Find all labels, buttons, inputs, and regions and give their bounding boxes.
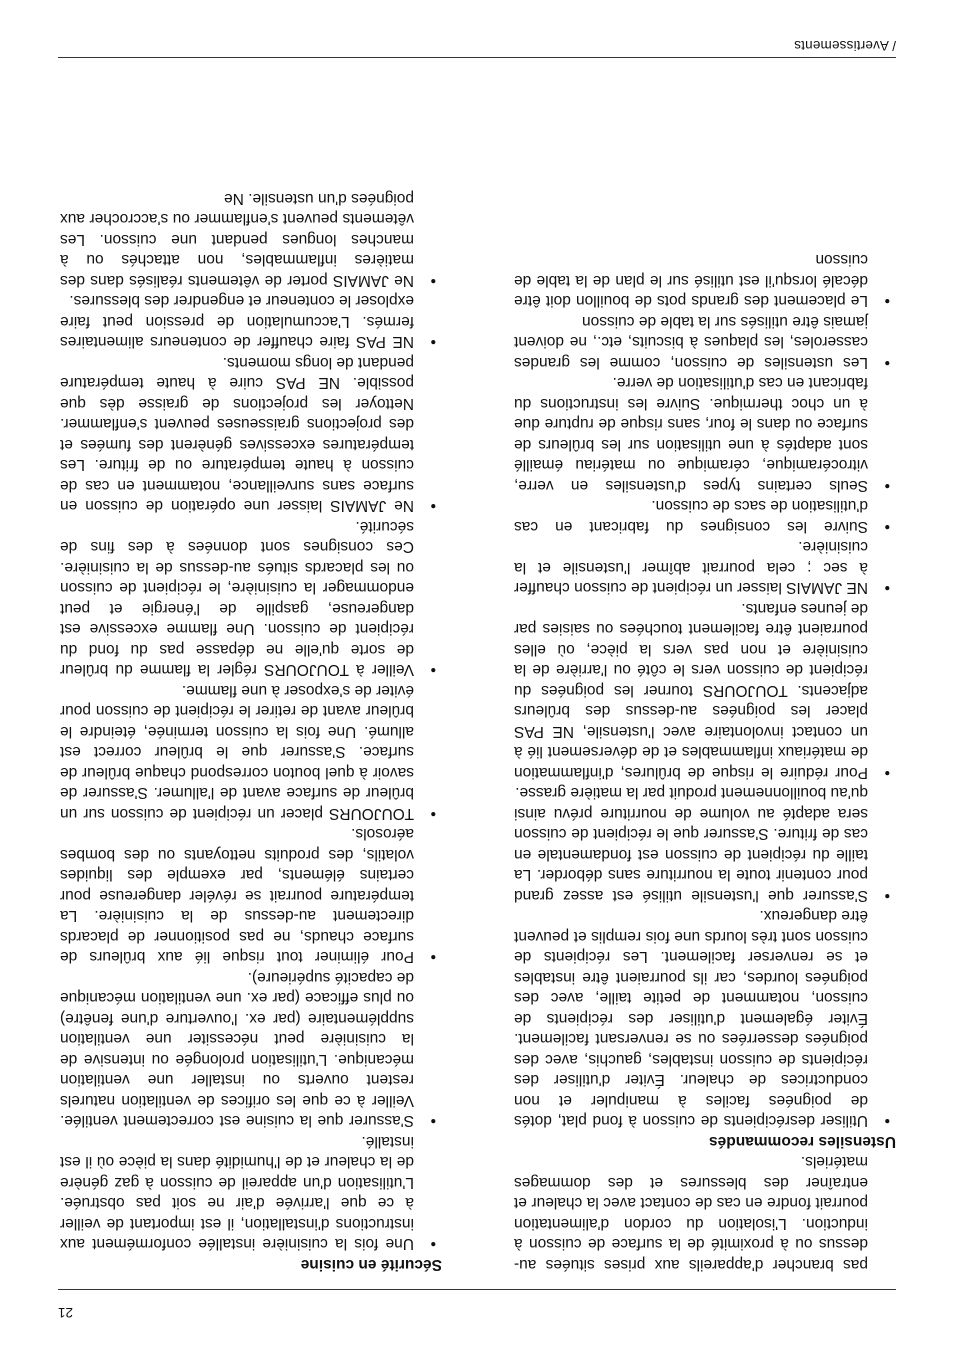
list-item: • Pour réduire le risque de brûlures, d'inflammation de matériaux inflammables et de déversement lié à un contact involontaire avec l'ustensile, NE PAS placer les poignées au-dessus des brûleurs adjacents. TOUJOURS tourner les poignées du récipient de cuisson vers le côté ou l'arrière de la cuisinière et non pas vers la pièce, où elles pourraient être facilement touchées ou saisies par de jeunes enfants.: [514, 598, 896, 783]
securite-list: [60, 188, 442, 1254]
header-rule: [58, 57, 896, 58]
list-item: • Ne JAMAIS laisser une opération de cuisson en surface sans surveillance, notamment en cas de cuisson à haute température ou de friture. Les températures excessives génèrent des fumées et des projections graisseuses peuvent s'enflammer. Nettoyer les projections de graisse dès que possible. NE PAS cuire à haute température pendant de longs moments.: [60, 352, 442, 516]
list-item: • NE JAMAIS laisser un récipient de cuisson chauffer à sec ; cela pourrait abîmer l'ustensile et la cuisinière.: [514, 536, 896, 598]
list-item: • Ne JAMAIS porter de vêtements réalisés dans des matières inflammables, non attachés ou à manches longues pendant une cuisson. Les vêtements peuvent s'enflammer ou s'accrocher aux poignées d'un ustensile. Ne: [60, 188, 442, 291]
list-item: • NE PAS faire chauffer de conteneurs alimentaires fermés. L'accumulation de pression peut faire exploser le conteneur et engendrer des blessures.: [60, 290, 442, 352]
right-column: [60, 188, 442, 1275]
list-item: • S'assurer que la cuisine est correctement ventilée. Veiller à ce que les orifices de ventilation naturels restent ouverts ou installer une ventilation mécanique. L'utilisation prolongée ou intensive de la cuisinière peut nécessiter une ventilation supplémentaire (par ex. l'ouverture d'une fenêtre) ou plus efficace (par ex. une ventilation mécanique de capacité supérieure).: [60, 967, 442, 1131]
ustensiles-list: [514, 249, 896, 1131]
section-header: / Avertissements: [794, 38, 896, 53]
list-item: • Une fois la cuisinière installée conformément aux instructions d'installation, il est important de veiller à ce que l'arrivée d'air ne soit pas obstruée. L'utilisation d'un appareil de cuisson à gaz génère de la chaleur et de l'humidité dans la pièce où il est installé.: [60, 1131, 442, 1254]
list-item: • S'assurer que l'ustensile utilisé est assez grand pour contenir toute la nourriture sans déborder. La taille du récipient de cuisson est fondamentale en cas de friture. S'assurer que le récipient de cuisson sera adapté au volume de nourriture prévu ainsi qu'au bouillonnement produit par la matière grasse.: [514, 782, 896, 905]
section-heading-ustensiles: Ustensiles recommandés: [709, 1133, 896, 1150]
list-item: • Pour éliminer tout risque lié aux brûleurs de surface chauds, ne pas positionner de placards directement au-dessus de la cuisinière. La température pourrait se révéler dangereuse pour certains éléments, par exemple des liquides volatils, des produits nettoyants ou des bombes aérosols.: [60, 823, 442, 967]
list-item: • Suivre les consignes du fabricant en cas d'utilisation de sacs de cuisson.: [514, 495, 896, 536]
left-column: [514, 249, 896, 1274]
list-item: • Utiliser desrécipients de cuisson à fond plat, dotés de poignées faciles à manipuler et non conductrices de chaleur. Éviter d'utiliser des récipients de cuisson instables, gauchis, avec des poignées desserrées ou se renversant facilement. Éviter également d'utiliser des récipients de cuisson, notamment de petite taille, avec des poignées lourdes, car ils pourraient être instables et se renverser facilement. Les récipients de cuisson sont très lourds une fois remplis et peuvent être dangereux.: [514, 905, 896, 1131]
footer-rule: [58, 1289, 896, 1290]
list-item: • TOUJOURS placer un récipient de cuisson sur un brûleur de surface avant de l'allumer. S'assurer de savoir à quel bouton correspond chaque brûleur de surface. S'assurer que le brûleur correct est allumé. Une fois la cuisson terminée, éteindre le brûleur avant de retirer le récipient de cuisson pour éviter de s'exposer à une flamme.: [60, 680, 442, 824]
list-item: • Le placement des grands pots de bouillon doit être décalé lorsqu'il est utilisé sur le plan de la table de cuisson: [514, 249, 896, 311]
section-heading-securite: Sécurité en cuisine: [300, 1256, 442, 1273]
list-item: • Seuls certains types d'ustensiles en verre, vitrocéramique, céramique ou matériau émaillé sont adaptés à une utilisation sur les brûleurs de surface ou dans le four, sans risque de rupture due à un choc thermique. Suivre les instructions du fabricant en cas d'utilisation de verre.: [514, 372, 896, 495]
list-item: • Les ustensiles de cuisson, comme les grandes casseroles, les plaques à biscuits, etc., ne doivent jamais être utilisés sur la table de cuisson: [514, 311, 896, 373]
page-number: 21: [58, 1305, 74, 1320]
continuation-paragraph: pas brancher d'appareils aux prises situées au-dessus ou à proximité de la surface de cuisson à induction. L'isolation du cordon d'alimentation pourrait fondre en cas de contact avec la chaleur et entraîner des blessures et des dommages matériels.: [514, 1153, 868, 1273]
list-item: • Veiller à TOUJOURS régler la flamme du brûleur de sorte qu'elle ne dépasse pas du fond du récipient de cuisson. Une flamme excessive est dangereuse, gaspille de l'énergie et peut endommager la cuisinière, le récipient de cuisson ou les placards situés au-dessus de la cuisinière. Ces consignes sont données à des fins de sécurité.: [60, 516, 442, 680]
